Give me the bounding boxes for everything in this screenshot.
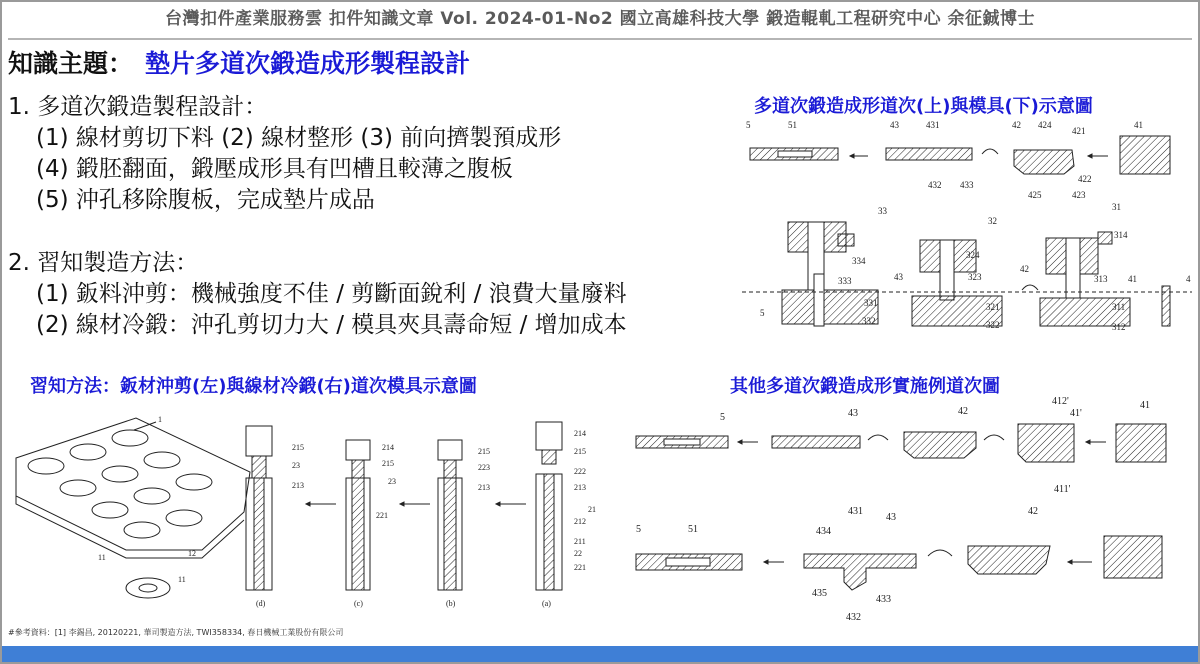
svg-text:33: 33 xyxy=(878,206,887,216)
svg-text:213: 213 xyxy=(574,483,586,492)
svg-text:21: 21 xyxy=(588,505,596,514)
svg-text:321: 321 xyxy=(986,302,1000,312)
svg-text:51: 51 xyxy=(788,120,797,130)
svg-text:(c): (c) xyxy=(354,599,363,608)
caption-bottom-left: 習知方法：鈑材沖剪(左)與線材冷鍛(右)道次模具示意圖 xyxy=(30,376,477,397)
svg-text:(b): (b) xyxy=(446,599,456,608)
svg-text:434: 434 xyxy=(816,526,831,537)
reference-note: #參考資料：[1] 李錫昌, 20120221, 華司製造方法, TWI358334, 春日機械工業股份有限公司 xyxy=(8,628,344,637)
svg-text:(d): (d) xyxy=(256,599,266,608)
svg-text:432: 432 xyxy=(928,180,942,190)
svg-text:23: 23 xyxy=(388,477,396,486)
svg-text:323: 323 xyxy=(968,272,982,282)
svg-text:215: 215 xyxy=(292,443,304,452)
svg-text:5: 5 xyxy=(746,120,751,130)
svg-text:5: 5 xyxy=(720,412,725,423)
svg-text:214: 214 xyxy=(574,429,586,438)
svg-text:421: 421 xyxy=(1072,126,1086,136)
topic-line xyxy=(8,44,470,80)
svg-text:214: 214 xyxy=(382,443,394,452)
svg-text:223: 223 xyxy=(478,463,490,472)
svg-text:5: 5 xyxy=(760,308,765,318)
section-1 xyxy=(8,92,561,216)
svg-text:41': 41' xyxy=(1070,408,1082,419)
section-1-line-1: (1) 線材剪切下料 (2) 線材整形 (3) 前向擠製預成形 xyxy=(36,125,562,151)
svg-text:433: 433 xyxy=(960,180,974,190)
svg-text:213: 213 xyxy=(478,483,490,492)
svg-text:212: 212 xyxy=(574,517,586,526)
svg-text:423: 423 xyxy=(1072,190,1086,200)
conventional-methods-diagram xyxy=(6,400,594,624)
section-2-line-1: (1) 鈑料沖剪：機械強度不佳 / 剪斷面銳利 / 浪費大量廢料 xyxy=(36,281,627,307)
header-divider xyxy=(8,38,1192,40)
svg-text:331: 331 xyxy=(864,298,878,308)
svg-text:334: 334 xyxy=(852,256,866,266)
svg-text:215: 215 xyxy=(574,447,586,456)
svg-text:311: 311 xyxy=(1112,302,1126,312)
svg-text:332: 332 xyxy=(862,316,876,326)
topic-label: 知識主題： xyxy=(8,49,134,78)
svg-text:312: 312 xyxy=(1112,322,1126,332)
svg-text:23: 23 xyxy=(292,461,300,470)
svg-text:31: 31 xyxy=(1112,202,1121,212)
bottom-bar xyxy=(2,646,1198,662)
svg-text:411': 411' xyxy=(1054,484,1071,495)
svg-text:324: 324 xyxy=(966,250,980,260)
caption-bottom-right: 其他多道次鍛造成形實施例道次圖 xyxy=(730,376,1000,397)
svg-text:43: 43 xyxy=(848,408,858,419)
forging-stages-diagram xyxy=(742,114,1194,336)
svg-text:43: 43 xyxy=(890,120,899,130)
header-title: 台灣扣件產業服務雲 扣件知識文章 Vol. 2024-01-No2 國立高雄科技大學 鍛造輥軋工程研究中心 余征鋮博士 xyxy=(164,9,1036,29)
svg-text:5: 5 xyxy=(636,524,641,535)
svg-text:314: 314 xyxy=(1114,230,1128,240)
svg-text:215: 215 xyxy=(382,459,394,468)
svg-text:41: 41 xyxy=(1140,400,1150,411)
caption-top-right: 多道次鍛造成形道次(上)與模具(下)示意圖 xyxy=(754,96,1093,117)
svg-text:42: 42 xyxy=(1028,506,1038,517)
svg-text:435: 435 xyxy=(812,588,827,599)
svg-text:43: 43 xyxy=(894,272,903,282)
svg-text:221: 221 xyxy=(376,511,388,520)
svg-text:42: 42 xyxy=(958,406,968,417)
section-1-title: 1. 多道次鍛造製程設計： xyxy=(8,94,268,120)
svg-text:333: 333 xyxy=(838,276,852,286)
svg-text:1: 1 xyxy=(158,415,162,424)
section-2-title: 2. 習知製造方法： xyxy=(8,250,199,276)
svg-text:32: 32 xyxy=(988,216,997,226)
svg-text:41: 41 xyxy=(1134,120,1143,130)
svg-text:424: 424 xyxy=(1038,120,1052,130)
section-2 xyxy=(8,248,627,341)
svg-text:412': 412' xyxy=(1052,396,1069,407)
svg-text:222: 222 xyxy=(574,467,586,476)
svg-text:221: 221 xyxy=(574,563,586,572)
svg-text:431: 431 xyxy=(926,120,940,130)
svg-text:4: 4 xyxy=(1186,274,1191,284)
svg-text:11: 11 xyxy=(178,575,186,584)
section-2-line-2: (2) 線材冷鍛：沖孔剪切力大 / 模具夾具壽命短 / 增加成本 xyxy=(36,312,627,338)
svg-text:433: 433 xyxy=(876,594,891,605)
svg-text:51: 51 xyxy=(688,524,698,535)
svg-text:(a): (a) xyxy=(542,599,551,608)
svg-text:41: 41 xyxy=(1128,274,1137,284)
svg-text:422: 422 xyxy=(1078,174,1092,184)
svg-text:313: 313 xyxy=(1094,274,1108,284)
svg-text:43: 43 xyxy=(886,512,896,523)
section-1-line-2: (4) 鍛胚翻面，鍛壓成形具有凹槽且較薄之腹板 xyxy=(36,156,513,182)
section-1-line-3: (5) 沖孔移除腹板，完成墊片成品 xyxy=(36,187,375,213)
svg-text:322: 322 xyxy=(986,320,1000,330)
svg-text:211: 211 xyxy=(574,537,586,546)
svg-text:42: 42 xyxy=(1020,264,1029,274)
topic-value: 墊片多道次鍛造成形製程設計 xyxy=(145,49,471,78)
svg-text:215: 215 xyxy=(478,447,490,456)
svg-text:213: 213 xyxy=(292,481,304,490)
svg-text:432: 432 xyxy=(846,612,861,623)
svg-text:42: 42 xyxy=(1012,120,1021,130)
svg-text:425: 425 xyxy=(1028,190,1042,200)
other-embodiment-diagram xyxy=(630,396,1194,624)
svg-text:12: 12 xyxy=(188,549,196,558)
svg-text:22: 22 xyxy=(574,549,582,558)
svg-text:431: 431 xyxy=(848,506,863,517)
svg-text:11: 11 xyxy=(98,553,106,562)
